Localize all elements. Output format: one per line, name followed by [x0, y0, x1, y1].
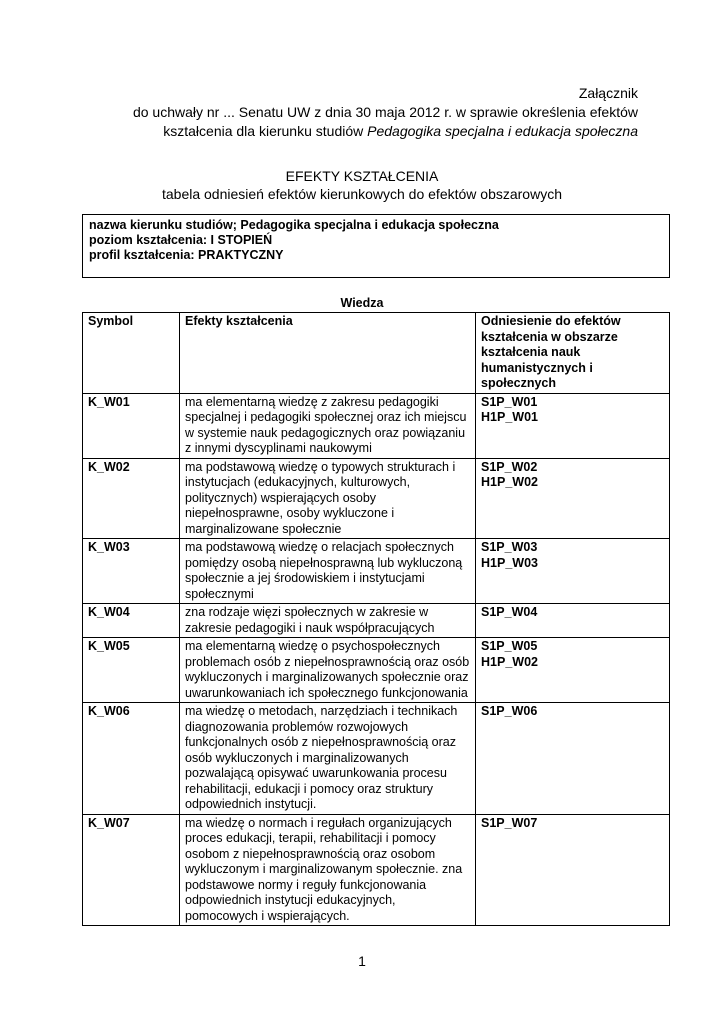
program-info-box: [82, 214, 670, 278]
table-body: [83, 393, 670, 926]
table-row: [83, 703, 670, 815]
program-name-italic: Pedagogika specjalna i edukacja społeczna: [367, 123, 638, 139]
table-row: [83, 458, 670, 539]
outcome-description: ma wiedzę o metodach, narzędziach i technikach diagnozowania problemów rozwojowych funkcjonalnych osób z niepełnosprawnością oraz osób wykluczonych i marginalizowanych pozwalającą opisywać uwarunkowania procesu rehabilitacji, edukacji i pomocy oraz struktury odpowiednich instytucji.: [180, 703, 476, 815]
outcome-references: [476, 458, 670, 539]
outcome-references: [476, 539, 670, 604]
area-outcome-code: S1P_W03: [481, 540, 538, 554]
outcome-description: ma podstawową wiedzę o relacjach społecznych pomiędzy osobą niepełnosprawną lub wykluczoną społecznie a jej środowiskiem i instytucjami społecznymi: [180, 539, 476, 604]
annex-label: Załącznik: [578, 85, 638, 101]
outcome-description: ma podstawową wiedzę o typowych strukturach i instytucjach (edukacyjnych, kulturowych, politycznych) wspierających osoby niepełnosprawne, osoby wykluczone i marginalizowane społecznie: [180, 458, 476, 539]
outcome-symbol: K_W02: [83, 458, 180, 539]
area-outcome-code: S1P_W05: [481, 639, 538, 653]
area-outcome-code: S1P_W02: [481, 459, 538, 474]
outcome-references: [476, 604, 670, 638]
area-outcome-code: H1P_W02: [481, 475, 538, 489]
area-outcome-code: H1P_W01: [481, 410, 538, 424]
document-subtitle: tabela odniesień efektów kierunkowych do efektów obszarowych: [161, 186, 562, 202]
outcome-symbol: K_W06: [83, 703, 180, 815]
area-outcome-code: H1P_W03: [481, 555, 538, 570]
table-header-row: [83, 313, 670, 394]
outcome-description: zna rodzaje więzi społecznych w zakresie w zakresie pedagogiki i nauk współpracujących: [180, 604, 476, 638]
study-profile: profil kształcenia: PRAKTYCZNY: [89, 248, 284, 262]
page-number: 1: [358, 953, 366, 969]
program-reference: [133, 122, 638, 141]
outcome-symbol: K_W01: [83, 393, 180, 458]
area-outcome-code: H1P_W02: [481, 654, 538, 669]
table-row: [83, 814, 670, 926]
learning-outcomes-table: [82, 312, 670, 926]
program-reference-prefix: kształcenia dla kierunku studiów: [163, 123, 368, 139]
area-outcome-code: S1P_W06: [481, 704, 538, 718]
outcome-description: ma elementarną wiedzę o psychospołecznych problemach osób z niepełnosprawnością oraz osób wykluczonych i marginalizowanych społecznie oraz uwarunkowaniach ich społecznego funkcjonowania: [180, 638, 476, 703]
outcome-description: ma wiedzę o normach i regułach organizujących proces edukacji, terapii, rehabilitacji i pomocy osobom z niepełnosprawnością oraz osobom wykluczonym i marginalizowanym społecznie. zna podstawowe normy i reguły funkcjonowania odpowiednich instytucji edukacyjnych, pomocowych i wspierających.: [180, 814, 476, 926]
table-row: [83, 638, 670, 703]
annex-header: [133, 84, 638, 141]
study-level: poziom kształcenia: I STOPIEŃ: [89, 233, 273, 247]
field-of-study: nazwa kierunku studiów; Pedagogika specjalna i edukacja społeczna: [89, 218, 499, 232]
outcome-description: ma elementarną wiedzę z zakresu pedagogiki specjalnej i pedagogiki społecznej oraz ich miejscu w systemie nauk pedagogicznych oraz powiązaniu z innymi dyscyplinami naukowymi: [180, 393, 476, 458]
resolution-reference: do uchwały nr ... Senatu UW z dnia 30 maja 2012 r. w sprawie określenia efektów: [132, 104, 638, 120]
area-outcome-code: S1P_W07: [481, 815, 538, 830]
outcome-symbol: K_W05: [83, 638, 180, 703]
table-row: [83, 393, 670, 458]
outcome-symbol: K_W07: [83, 814, 180, 926]
header-reference: Odniesienie do efektów kształcenia w obszarze kształcenia nauk humanistycznych i społecznych: [476, 313, 670, 394]
outcome-symbol: K_W03: [83, 539, 180, 604]
area-outcome-code: S1P_W04: [481, 605, 538, 619]
outcome-references: [476, 638, 670, 703]
area-outcome-code: S1P_W01: [481, 394, 538, 409]
outcome-references: [476, 703, 670, 815]
outcome-references: [476, 393, 670, 458]
section-title-knowledge: Wiedza: [340, 296, 384, 310]
outcome-references: [476, 814, 670, 926]
outcome-symbol: K_W04: [83, 604, 180, 638]
header-symbol: Symbol: [83, 313, 180, 394]
document-title: EFEKTY KSZTAŁCENIA: [285, 168, 439, 184]
table-row: [83, 604, 670, 638]
table-row: [83, 539, 670, 604]
header-effects: Efekty kształcenia: [180, 313, 476, 394]
